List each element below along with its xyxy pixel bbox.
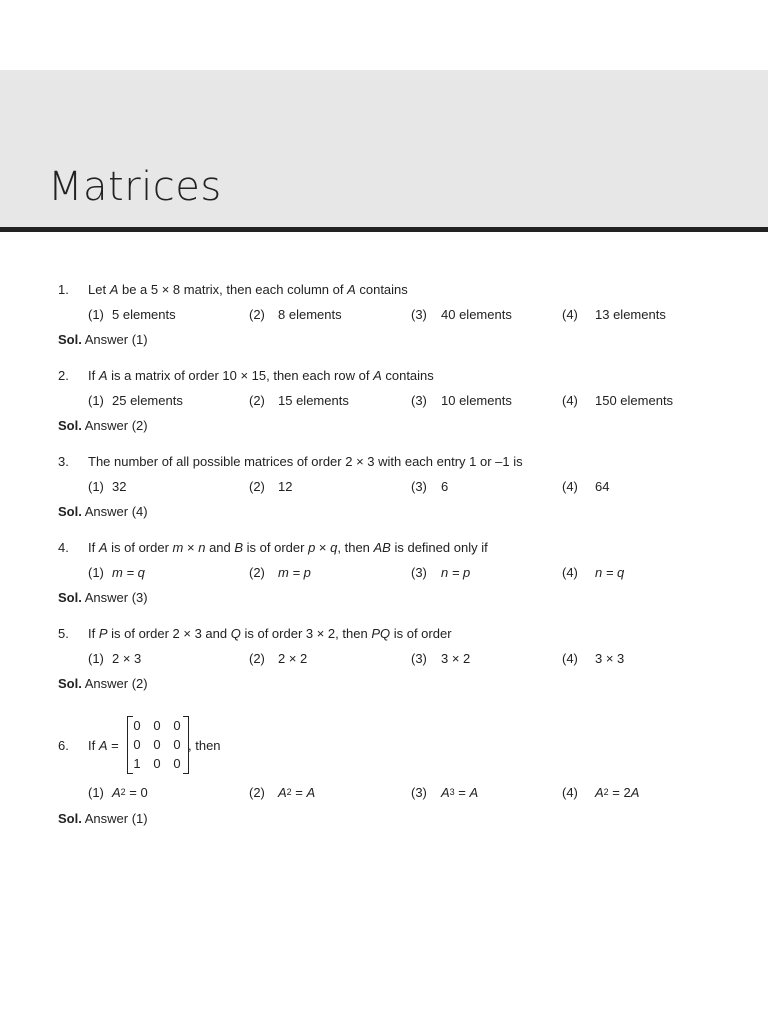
option-number: (1) — [88, 479, 104, 494]
question-3 — [0, 452, 768, 538]
options-row — [0, 307, 768, 325]
option-value: $A^3 = A$ — [441, 785, 479, 800]
options-row — [0, 393, 768, 411]
option-number: (4) — [562, 479, 578, 494]
question-text: If P is of order 2 × 3 and Q is of order 3 × 2, then PQ is of order — [88, 626, 452, 641]
matrix — [127, 716, 189, 774]
question-text: If A is a matrix of order 10 × 15, then each row of A contains — [88, 368, 434, 383]
question-text: Let A be a 5 × 8 matrix, then each column of A contains — [88, 282, 408, 297]
option-value: n = p — [441, 565, 471, 580]
question-text-suffix: , then — [188, 738, 221, 753]
matrix-cell: 0 — [153, 756, 161, 771]
option-number: (3) — [411, 651, 427, 666]
option-number: (2) — [249, 307, 265, 322]
matrix-cell: 0 — [133, 737, 141, 752]
option-value: n = q — [595, 565, 625, 580]
option-value: 12 — [278, 479, 293, 494]
option-number: (2) — [249, 785, 265, 800]
option-value: 13 elements — [595, 307, 666, 322]
option-number: (1) — [88, 393, 104, 408]
solution: Sol. Answer (4) — [58, 504, 148, 519]
option-value: 3 × 3 — [595, 651, 625, 666]
solution: Sol. Answer (2) — [58, 676, 148, 691]
question-text: If A is of order m × n and B is of order p × q, then AB is defined only if — [88, 540, 488, 555]
option-number: (2) — [249, 479, 265, 494]
question-number: 6. — [58, 738, 69, 753]
question-4 — [0, 538, 768, 624]
option-number: (2) — [249, 393, 265, 408]
option-number: (4) — [562, 393, 578, 408]
option-value: 3 × 2 — [441, 651, 471, 666]
header-divider — [0, 227, 768, 232]
matrix-cell: 0 — [133, 718, 141, 733]
option-value: m = q — [112, 565, 145, 580]
page-title: Matrices — [48, 164, 222, 210]
question-text: If A = — [88, 738, 119, 753]
option-number: (4) — [562, 307, 578, 322]
question-number: 1. — [58, 282, 69, 297]
option-number: (3) — [411, 785, 427, 800]
option-value: 15 elements — [278, 393, 349, 408]
question-list — [0, 280, 768, 832]
option-value: $A^2 = 0$ — [112, 785, 148, 800]
option-number: (1) — [88, 565, 104, 580]
matrix-cell: 0 — [173, 756, 181, 771]
option-value: 32 — [112, 479, 127, 494]
options-row — [0, 565, 768, 583]
option-number: (1) — [88, 785, 104, 800]
option-value: 10 elements — [441, 393, 512, 408]
solution: Sol. Answer (3) — [58, 590, 148, 605]
option-value: m = p — [278, 565, 311, 580]
matrix-cell: 0 — [173, 737, 181, 752]
option-value: 2 × 2 — [278, 651, 308, 666]
option-value: 6 — [441, 479, 449, 494]
matrix-cell: 0 — [173, 718, 181, 733]
options-row — [0, 785, 768, 803]
option-number: (4) — [562, 785, 578, 800]
question-number: 4. — [58, 540, 69, 555]
question-6 — [0, 712, 768, 832]
options-row — [0, 479, 768, 497]
question-number: 5. — [58, 626, 69, 641]
option-value: 8 elements — [278, 307, 342, 322]
option-value: 2 × 3 — [112, 651, 142, 666]
matrix-cell: 0 — [153, 737, 161, 752]
matrix-cell: 0 — [153, 718, 161, 733]
option-value: 25 elements — [112, 393, 183, 408]
option-value: 64 — [595, 479, 610, 494]
option-value: 150 elements — [595, 393, 674, 408]
solution: Sol. Answer (2) — [58, 418, 148, 433]
question-5 — [0, 624, 768, 710]
option-number: (2) — [249, 651, 265, 666]
question-2 — [0, 366, 768, 452]
option-value: $A^2 = A$ — [278, 785, 316, 800]
option-number: (2) — [249, 565, 265, 580]
matrix-cell: 1 — [133, 756, 141, 771]
question-number: 3. — [58, 454, 69, 469]
question-number: 2. — [58, 368, 69, 383]
option-number: (4) — [562, 565, 578, 580]
option-number: (3) — [411, 565, 427, 580]
options-row — [0, 651, 768, 669]
option-number: (3) — [411, 479, 427, 494]
option-number: (1) — [88, 651, 104, 666]
option-value: 40 elements — [441, 307, 512, 322]
option-number: (3) — [411, 393, 427, 408]
option-value: 5 elements — [112, 307, 176, 322]
option-number: (3) — [411, 307, 427, 322]
option-number: (1) — [88, 307, 104, 322]
question-text: The number of all possible matrices of order 2 × 3 with each entry 1 or –1 is — [88, 454, 523, 469]
question-1 — [0, 280, 768, 366]
solution: Sol. Answer (1) — [58, 332, 148, 347]
option-number: (4) — [562, 651, 578, 666]
option-value: $A^2 = 2A$ — [595, 785, 640, 800]
solution: Sol. Answer (1) — [58, 811, 148, 826]
